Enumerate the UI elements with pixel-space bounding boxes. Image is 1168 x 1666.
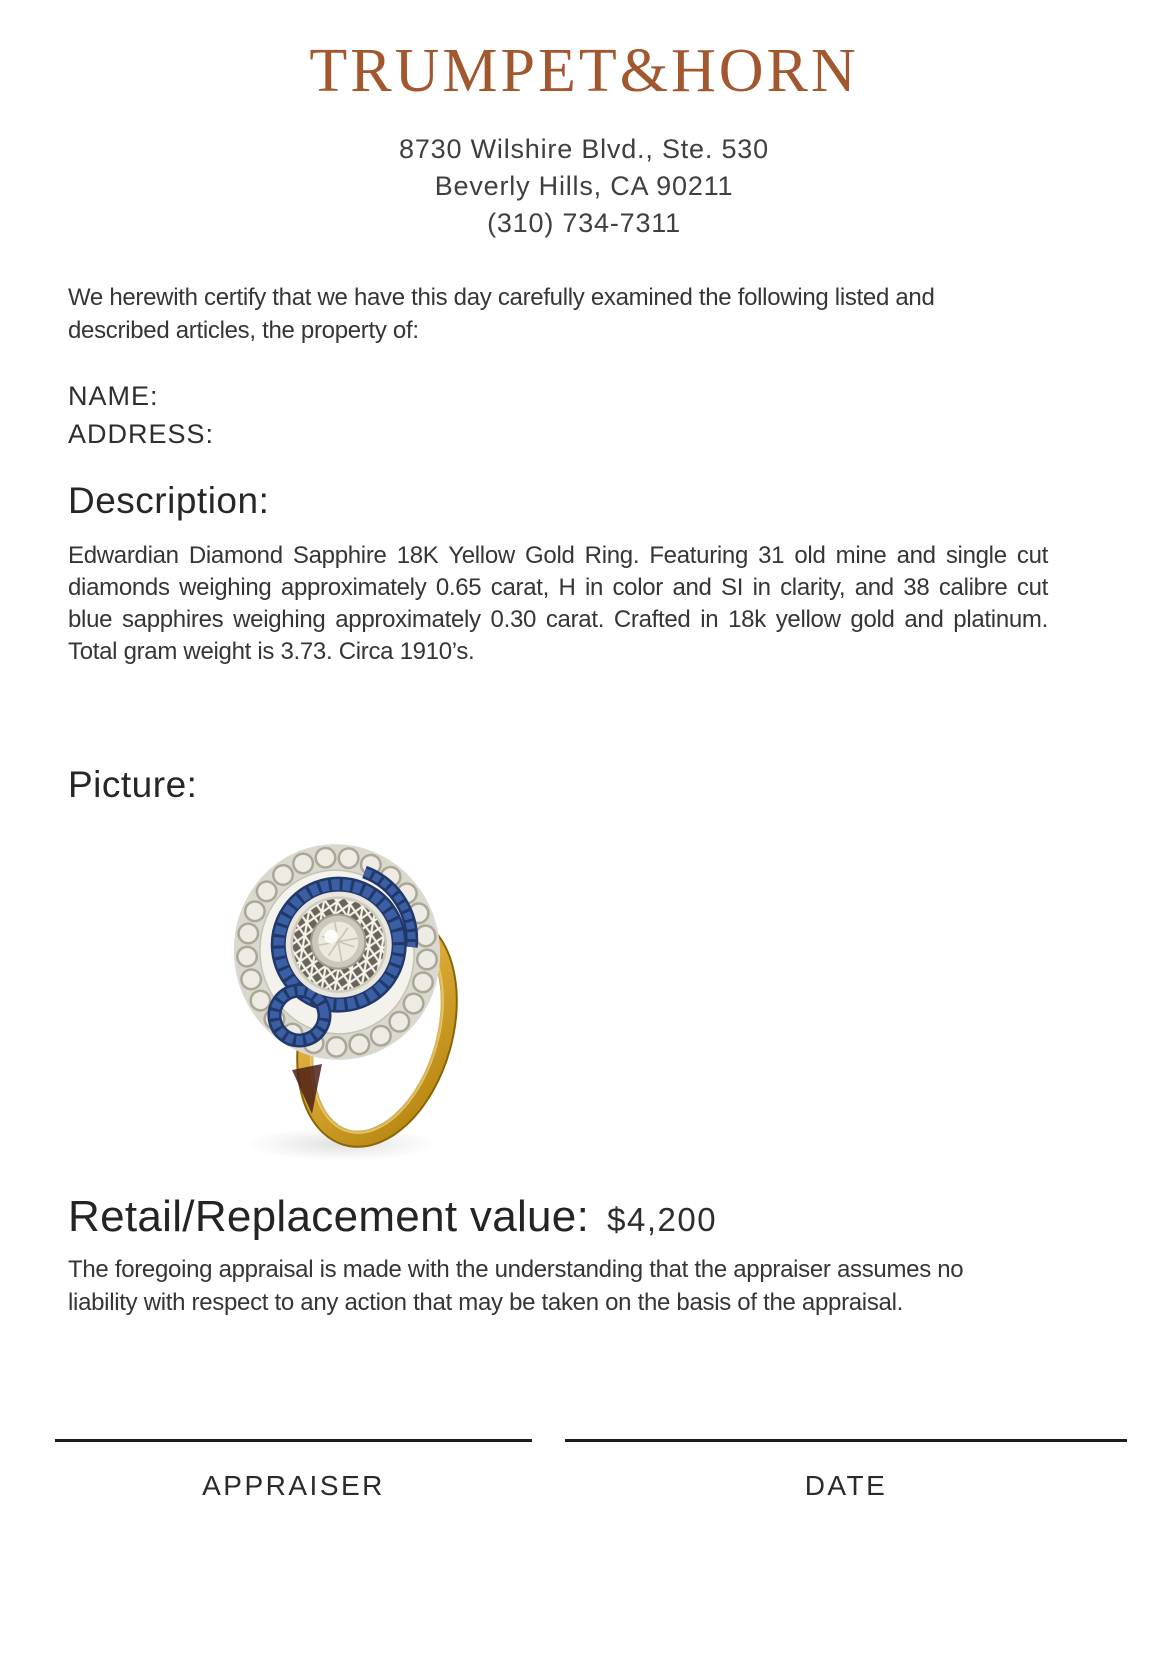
address-line-2: Beverly Hills, CA 90211 bbox=[434, 171, 734, 201]
ring-photo bbox=[192, 812, 497, 1172]
address-line-1: 8730 Wilshire Blvd., Ste. 530 bbox=[399, 134, 769, 164]
valuation-amount: $4,200 bbox=[607, 1201, 718, 1238]
ring-image bbox=[192, 812, 497, 1172]
ring-face bbox=[217, 828, 457, 1076]
phone-number: (310) 734-7311 bbox=[487, 208, 681, 238]
valuation-heading: Retail/Replacement value: bbox=[68, 1192, 590, 1241]
name-label: NAME: bbox=[68, 381, 159, 411]
address-label: ADDRESS: bbox=[68, 419, 215, 449]
valuation-row bbox=[68, 1192, 1108, 1242]
address-block bbox=[0, 131, 1168, 242]
certification-text: We herewith certify that we have this day carefully examined the following listed and described articles, the property of: bbox=[68, 284, 935, 344]
picture-heading: Picture: bbox=[68, 764, 198, 805]
date-label: DATE bbox=[804, 1470, 888, 1501]
valuation-disclaimer: The foregoing appraisal is made with the understanding that the appraiser assumes no liability with respect to any action that may be taken on the basis of the appraisal. bbox=[68, 1256, 964, 1316]
appraiser-label: APPRAISER bbox=[202, 1470, 385, 1501]
brand-logo: TRUMPET&HORN bbox=[309, 37, 859, 105]
date-signature-line[interactable] bbox=[565, 1439, 1127, 1442]
description-heading: Description: bbox=[68, 480, 270, 521]
description-text: Edwardian Diamond Sapphire 18K Yellow Gold Ring. Featuring 31 old mine and single cut diamonds weighing approximately 0.65 carat, H in color and SI in clarity, and 38 calibre cut blue sapphires weighing approximately 0.30 carat. Crafted in 18k yellow gold and platinum. Total gram weight is 3.73. Circa 1910’s. bbox=[68, 542, 1048, 665]
appraiser-signature-line[interactable] bbox=[55, 1439, 532, 1442]
